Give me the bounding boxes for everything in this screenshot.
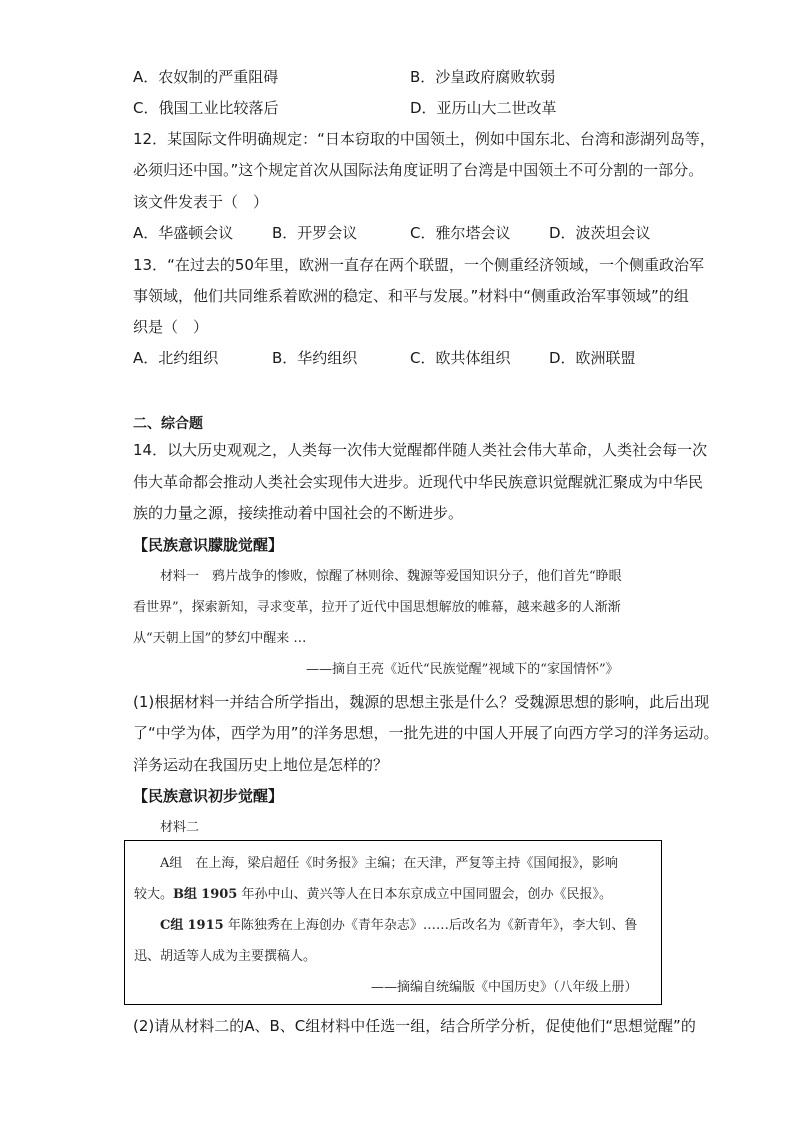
q12-stem-line: 该文件发表于（ ） xyxy=(133,193,269,211)
section-heading: 二、综合题 xyxy=(133,416,203,432)
q14-subquestion-1: 洋务运动在我国历史上地位是怎样的？ xyxy=(133,756,389,774)
q12-option-d: D．波茨坦会议 xyxy=(549,224,651,242)
subheading-initial-awakening: 【民族意识初步觉醒】 xyxy=(133,787,284,805)
material2-text: 年孙中山、黄兴等人在日本东京成立中国同盟会，创办《民报》。 xyxy=(241,887,612,902)
material2-group-b: B组 xyxy=(173,887,198,902)
q11-option-b: B．沙皇政府腐败软弱 xyxy=(410,68,556,86)
q11-option-c: C．俄国工业比较落后 xyxy=(133,99,279,117)
material2-year-1915: 1915 xyxy=(187,918,224,933)
q14-stem-line: 伟大革命都会推动人类社会实现伟大进步。近现代中华民族意识觉醒就汇聚成为中华民 xyxy=(133,473,704,491)
material2-line: A组 在上海，梁启超任《时务报》主编；在天津，严复等主持《国闻报》，影响 xyxy=(160,856,618,871)
material2-line xyxy=(160,917,637,935)
q13-option-d: D．欧洲联盟 xyxy=(549,349,636,367)
q14-subquestion-1: 了“中学为体，西学为用”的洋务思想，一批先进的中国人开展了向西方学习的洋务运动。 xyxy=(133,724,719,742)
material2-year-1905: 1905 xyxy=(201,887,238,902)
q12-option-b: B．开罗会议 xyxy=(272,224,358,242)
material1-line: 从“天朝上国”的梦幻中醒来 … xyxy=(133,631,307,646)
q12-stem-line: 必须归还中国。”这个规定首次从国际法角度证明了台湾是中国领土不可分割的一部分。 xyxy=(133,161,704,179)
q14-stem-line: 14．以大历史观观之，人类每一次伟大觉醒都伴随人类社会伟大革命，人类社会每一次 xyxy=(133,441,708,459)
material1-line: 看世界”，探索新知，寻求变革，拉开了近代中国思想解放的帷幕，越来越多的人渐渐 xyxy=(133,600,621,615)
material1-line: 材料一 鸦片战争的惨败，惊醒了林则徐、魏源等爱国知识分子，他们首先“睁眼 xyxy=(160,569,622,584)
q12-option-c: C．雅尔塔会议 xyxy=(410,224,511,242)
material2-line xyxy=(134,886,612,904)
q11-option-d: D．亚历山大二世改革 xyxy=(410,99,557,117)
q13-option-b: B．华约组织 xyxy=(272,349,358,367)
material2-text: 较大。 xyxy=(134,887,174,902)
material2-source: ——摘编自统编版《中国历史》（八年级上册） xyxy=(371,980,638,995)
q13-option-a: A．北约组织 xyxy=(133,349,219,367)
q14-subquestion-2: (2)请从材料二的A、B、C组材料中任选一组，结合所学分析，促使他们“思想觉醒”的 xyxy=(133,1017,696,1035)
q14-stem-line: 族的力量之源，接续推动着中国社会的不断进步。 xyxy=(133,504,464,522)
material2-group-c: C组 xyxy=(160,918,184,933)
q13-option-c: C．欧共体组织 xyxy=(410,349,511,367)
q13-stem-line: 13．“在过去的50年里，欧洲一直存在两个联盟，一个侧重经济领域，一个侧重政治军 xyxy=(133,256,704,274)
material2-text: 年陈独秀在上海创办《青年杂志》……后改名为《新青年》，李大钊、鲁 xyxy=(227,918,638,933)
q11-option-a: A．农奴制的严重阻碍 xyxy=(133,68,279,86)
q13-stem-line: 织是（ ） xyxy=(133,318,209,336)
material2-line: 迅、胡适等人成为主要撰稿人。 xyxy=(134,949,317,964)
material2-label: 材料二 xyxy=(160,820,200,835)
q13-stem-line: 事领域，他们共同维系着欧洲的稳定、和平与发展。”材料中“侧重政治军事领域”的组 xyxy=(133,287,689,305)
material1-source: ——摘自王亮《近代“民族觉醒”视域下的“家国情怀”》 xyxy=(306,662,619,677)
q12-stem-line: 12．某国际文件明确规定：“日本窃取的中国领土，例如中国东北、台湾和澎湖列岛等， xyxy=(133,130,715,148)
q14-subquestion-1: (1)根据材料一并结合所学指出，魏源的思想主张是什么？受魏源思想的影响，此后出现 xyxy=(133,693,710,711)
subheading-hazy-awakening: 【民族意识朦胧觉醒】 xyxy=(133,536,284,554)
q12-option-a: A．华盛顿会议 xyxy=(133,224,234,242)
